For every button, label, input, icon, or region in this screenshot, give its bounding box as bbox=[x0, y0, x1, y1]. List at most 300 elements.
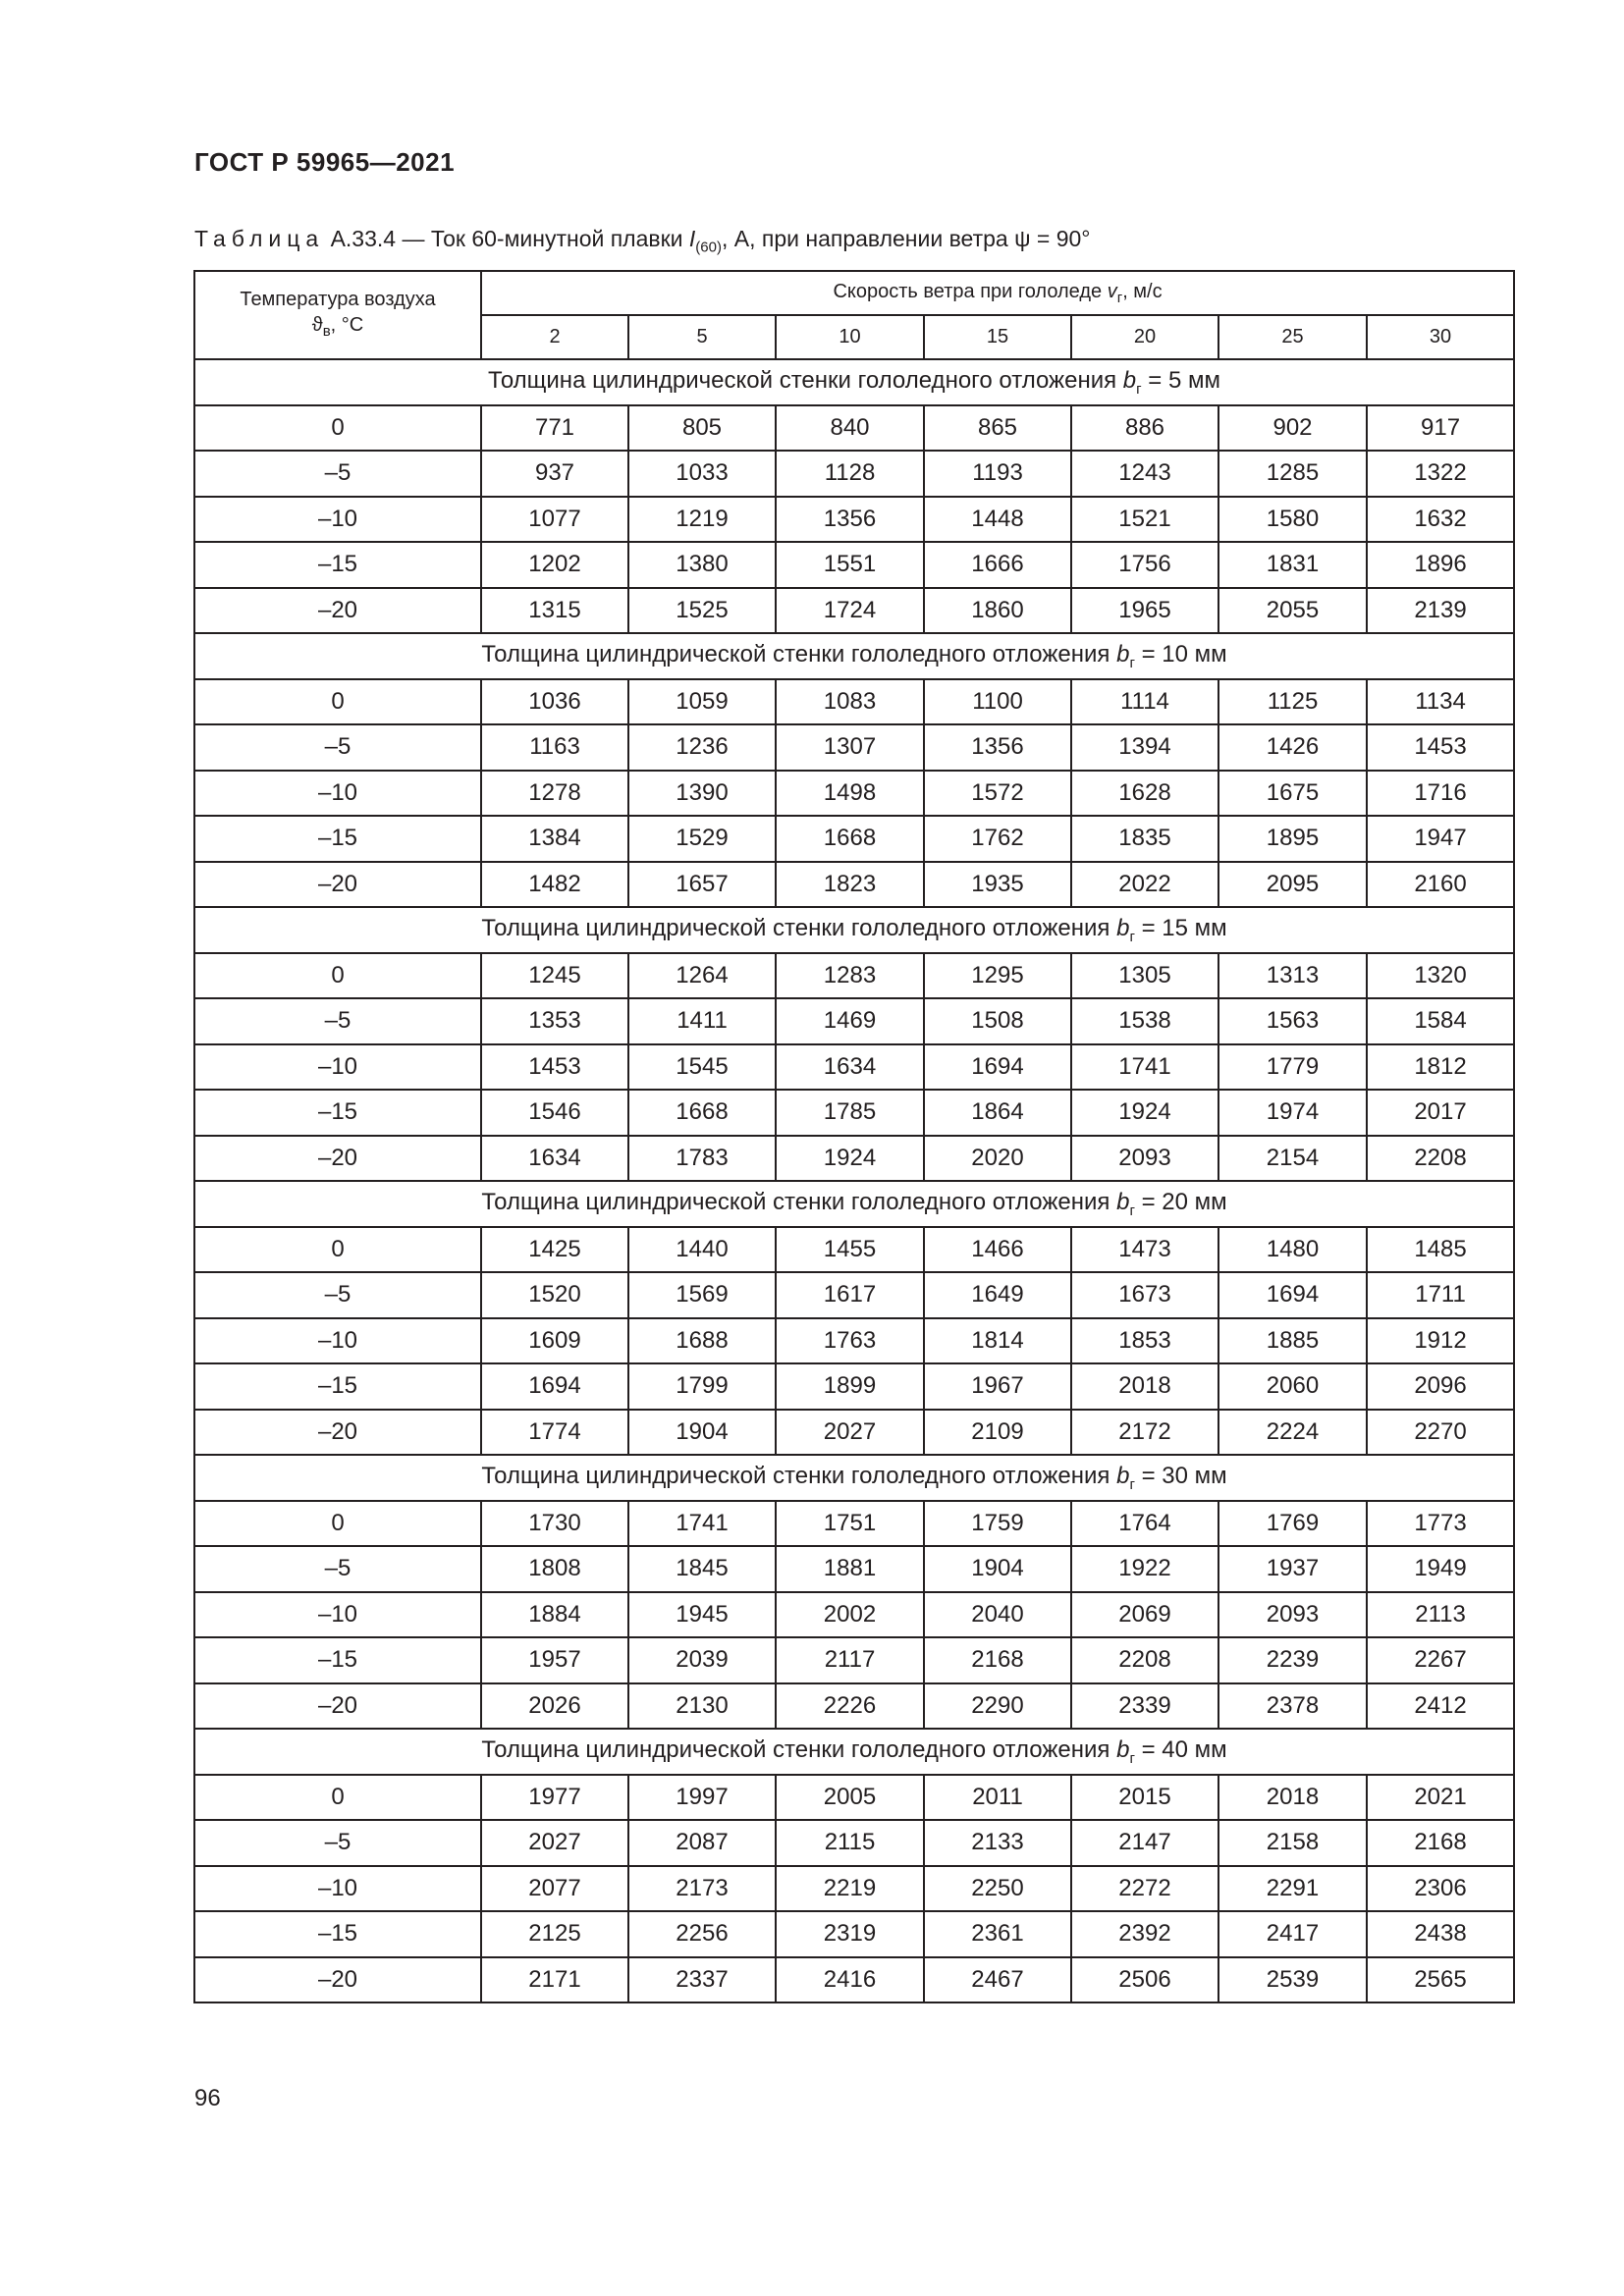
table-row bbox=[194, 1272, 1514, 1318]
table-row bbox=[194, 1136, 1514, 1182]
current-value-cell: 1904 bbox=[924, 1546, 1071, 1592]
current-value-cell: 1356 bbox=[776, 497, 924, 543]
current-value-cell: 2077 bbox=[481, 1866, 628, 1912]
current-value-cell: 1759 bbox=[924, 1501, 1071, 1547]
table-row bbox=[194, 1090, 1514, 1136]
current-value-cell: 2018 bbox=[1071, 1363, 1218, 1410]
temperature-cell: –10 bbox=[194, 771, 481, 817]
temperature-cell: –10 bbox=[194, 1318, 481, 1364]
temperature-cell: –20 bbox=[194, 1136, 481, 1182]
current-value-cell: 1741 bbox=[628, 1501, 776, 1547]
current-value-cell: 1584 bbox=[1367, 998, 1514, 1044]
section-title-suffix: = 40 мм bbox=[1134, 1735, 1227, 1763]
caption-text-b: , А, при направлении ветра ψ = 90° bbox=[721, 226, 1091, 251]
table-row bbox=[194, 724, 1514, 771]
current-value-cell: 1356 bbox=[924, 724, 1071, 771]
section-title bbox=[194, 907, 1514, 953]
wind-speed-value: 10 bbox=[776, 315, 924, 359]
current-value-cell: 1924 bbox=[776, 1136, 924, 1182]
current-value-cell: 2337 bbox=[628, 1957, 776, 2003]
current-value-cell: 1935 bbox=[924, 862, 1071, 908]
table-row bbox=[194, 1683, 1514, 1730]
current-value-cell: 1853 bbox=[1071, 1318, 1218, 1364]
current-value-cell: 2109 bbox=[924, 1410, 1071, 1456]
section-title-var-sub: г bbox=[1129, 654, 1135, 671]
current-value-cell: 1473 bbox=[1071, 1227, 1218, 1273]
current-value-cell: 1756 bbox=[1071, 542, 1218, 588]
temperature-cell: –20 bbox=[194, 588, 481, 634]
current-value-cell: 1957 bbox=[481, 1637, 628, 1683]
section-title bbox=[194, 633, 1514, 679]
current-value-cell: 1529 bbox=[628, 816, 776, 862]
current-value-cell: 1711 bbox=[1367, 1272, 1514, 1318]
temperature-cell: –5 bbox=[194, 1820, 481, 1866]
wind-speed-var: v bbox=[1107, 280, 1117, 302]
current-value-cell: 1783 bbox=[628, 1136, 776, 1182]
current-value-cell: 2018 bbox=[1218, 1775, 1367, 1821]
caption-label: Таблица bbox=[194, 226, 325, 251]
current-value-cell: 1831 bbox=[1218, 542, 1367, 588]
section-title-var: b bbox=[1122, 366, 1137, 394]
current-value-cell: 1724 bbox=[776, 588, 924, 634]
current-value-cell: 2226 bbox=[776, 1683, 924, 1730]
wind-speed-header-text: Скорость ветра при гололеде bbox=[833, 280, 1108, 302]
wind-speed-value: 15 bbox=[924, 315, 1071, 359]
current-value-cell: 2158 bbox=[1218, 1820, 1367, 1866]
current-value-cell: 2087 bbox=[628, 1820, 776, 1866]
current-value-cell: 1411 bbox=[628, 998, 776, 1044]
current-value-cell: 1668 bbox=[628, 1090, 776, 1136]
current-value-cell: 1546 bbox=[481, 1090, 628, 1136]
current-value-cell: 2416 bbox=[776, 1957, 924, 2003]
current-value-cell: 2096 bbox=[1367, 1363, 1514, 1410]
current-value-cell: 2139 bbox=[1367, 588, 1514, 634]
current-value-cell: 2208 bbox=[1367, 1136, 1514, 1182]
table-row bbox=[194, 998, 1514, 1044]
temperature-cell: –20 bbox=[194, 1957, 481, 2003]
temperature-cell: –15 bbox=[194, 1090, 481, 1136]
current-value-cell: 865 bbox=[924, 405, 1071, 452]
current-value-cell: 2392 bbox=[1071, 1911, 1218, 1957]
current-value-cell: 1243 bbox=[1071, 451, 1218, 497]
section-title-suffix: = 30 мм bbox=[1134, 1462, 1227, 1489]
section-title bbox=[194, 1729, 1514, 1775]
table-header bbox=[194, 271, 1514, 359]
temperature-cell: –15 bbox=[194, 542, 481, 588]
current-value-cell: 1322 bbox=[1367, 451, 1514, 497]
current-value-cell: 2565 bbox=[1367, 1957, 1514, 2003]
section-header-row bbox=[194, 359, 1514, 405]
temperature-symbol: ϑ bbox=[311, 313, 323, 336]
current-value-cell: 1673 bbox=[1071, 1272, 1218, 1318]
current-value-cell: 1668 bbox=[776, 816, 924, 862]
current-value-cell: 1219 bbox=[628, 497, 776, 543]
temperature-cell: 0 bbox=[194, 1501, 481, 1547]
current-value-cell: 2339 bbox=[1071, 1683, 1218, 1730]
current-value-cell: 2319 bbox=[776, 1911, 924, 1957]
current-value-cell: 2002 bbox=[776, 1592, 924, 1638]
current-value-cell: 1353 bbox=[481, 998, 628, 1044]
current-value-cell: 1617 bbox=[776, 1272, 924, 1318]
current-value-cell: 1741 bbox=[1071, 1044, 1218, 1091]
caption-text-a: А.33.4 — Ток 60-минутной плавки bbox=[330, 226, 689, 251]
current-value-cell: 2027 bbox=[776, 1410, 924, 1456]
temperature-cell: –5 bbox=[194, 998, 481, 1044]
current-value-cell: 2027 bbox=[481, 1820, 628, 1866]
temperature-cell: 0 bbox=[194, 1227, 481, 1273]
table-row bbox=[194, 1866, 1514, 1912]
temperature-cell: 0 bbox=[194, 405, 481, 452]
current-value-cell: 2125 bbox=[481, 1911, 628, 1957]
section-title bbox=[194, 359, 1514, 405]
section-title-var: b bbox=[1116, 1735, 1130, 1763]
section-header-row bbox=[194, 633, 1514, 679]
current-value-cell: 2272 bbox=[1071, 1866, 1218, 1912]
current-value-cell: 1762 bbox=[924, 816, 1071, 862]
current-value-cell: 1899 bbox=[776, 1363, 924, 1410]
current-value-cell: 1896 bbox=[1367, 542, 1514, 588]
current-value-cell: 2130 bbox=[628, 1683, 776, 1730]
temperature-unit: , °С bbox=[330, 313, 364, 336]
wind-speed-value: 25 bbox=[1218, 315, 1367, 359]
section-title-suffix: = 20 мм bbox=[1134, 1188, 1227, 1215]
current-value-cell: 2021 bbox=[1367, 1775, 1514, 1821]
current-value-cell: 1881 bbox=[776, 1546, 924, 1592]
current-value-cell: 1236 bbox=[628, 724, 776, 771]
current-value-cell: 2069 bbox=[1071, 1592, 1218, 1638]
current-value-cell: 840 bbox=[776, 405, 924, 452]
current-value-cell: 2506 bbox=[1071, 1957, 1218, 2003]
current-value-cell: 2306 bbox=[1367, 1866, 1514, 1912]
temperature-cell: 0 bbox=[194, 679, 481, 725]
current-value-cell: 1320 bbox=[1367, 953, 1514, 999]
section-title-var-sub: г bbox=[1129, 928, 1135, 945]
wind-speed-header bbox=[481, 271, 1514, 315]
current-value-cell: 1764 bbox=[1071, 1501, 1218, 1547]
current-value-cell: 1521 bbox=[1071, 497, 1218, 543]
section-title-prefix: Толщина цилиндрической стенки гололедного отложения bbox=[481, 914, 1117, 941]
current-value-cell: 2208 bbox=[1071, 1637, 1218, 1683]
current-value-cell: 1628 bbox=[1071, 771, 1218, 817]
current-value-cell: 1036 bbox=[481, 679, 628, 725]
temperature-cell: –5 bbox=[194, 451, 481, 497]
current-value-cell: 1100 bbox=[924, 679, 1071, 725]
current-value-cell: 1569 bbox=[628, 1272, 776, 1318]
current-value-cell: 1264 bbox=[628, 953, 776, 999]
current-value-cell: 1657 bbox=[628, 862, 776, 908]
current-value-cell: 1448 bbox=[924, 497, 1071, 543]
current-value-cell: 1134 bbox=[1367, 679, 1514, 725]
wind-speed-value: 30 bbox=[1367, 315, 1514, 359]
current-value-cell: 1774 bbox=[481, 1410, 628, 1456]
temperature-cell: –5 bbox=[194, 724, 481, 771]
current-value-cell: 937 bbox=[481, 451, 628, 497]
current-value-cell: 1482 bbox=[481, 862, 628, 908]
table-row bbox=[194, 1501, 1514, 1547]
current-value-cell: 1864 bbox=[924, 1090, 1071, 1136]
current-value-cell: 1924 bbox=[1071, 1090, 1218, 1136]
table-row bbox=[194, 862, 1514, 908]
section-title-suffix: = 5 мм bbox=[1141, 366, 1220, 394]
table-row bbox=[194, 1546, 1514, 1592]
section-title-var: b bbox=[1116, 640, 1130, 667]
table-row bbox=[194, 1227, 1514, 1273]
table-row bbox=[194, 542, 1514, 588]
current-value-cell: 2026 bbox=[481, 1683, 628, 1730]
table-row bbox=[194, 1775, 1514, 1821]
current-value-cell: 1128 bbox=[776, 451, 924, 497]
temperature-header bbox=[194, 271, 481, 359]
section-header-row bbox=[194, 1455, 1514, 1501]
current-value-cell: 1649 bbox=[924, 1272, 1071, 1318]
temperature-cell: –10 bbox=[194, 1592, 481, 1638]
temperature-header-line1: Температура воздуха bbox=[240, 288, 436, 310]
table-row bbox=[194, 1637, 1514, 1683]
current-value-cell: 1307 bbox=[776, 724, 924, 771]
current-value-cell: 1285 bbox=[1218, 451, 1367, 497]
wind-speed-value: 2 bbox=[481, 315, 628, 359]
current-value-cell: 1632 bbox=[1367, 497, 1514, 543]
current-value-cell: 1860 bbox=[924, 588, 1071, 634]
current-value-cell: 2168 bbox=[924, 1637, 1071, 1683]
current-value-cell: 2168 bbox=[1367, 1820, 1514, 1866]
current-value-cell: 1947 bbox=[1367, 816, 1514, 862]
current-value-cell: 1634 bbox=[776, 1044, 924, 1091]
section-title-var-sub: г bbox=[1136, 380, 1142, 398]
table-caption bbox=[194, 226, 1090, 256]
current-value-cell: 1812 bbox=[1367, 1044, 1514, 1091]
current-value-cell: 1077 bbox=[481, 497, 628, 543]
current-value-cell: 1520 bbox=[481, 1272, 628, 1318]
temperature-symbol-sub: в bbox=[322, 322, 331, 340]
current-value-cell: 1945 bbox=[628, 1592, 776, 1638]
temperature-cell: –15 bbox=[194, 1363, 481, 1410]
current-value-cell: 1469 bbox=[776, 998, 924, 1044]
current-value-cell: 1083 bbox=[776, 679, 924, 725]
current-value-cell: 1974 bbox=[1218, 1090, 1367, 1136]
current-value-cell: 2361 bbox=[924, 1911, 1071, 1957]
section-title-var: b bbox=[1116, 1462, 1130, 1489]
current-value-cell: 2412 bbox=[1367, 1683, 1514, 1730]
current-value-cell: 1163 bbox=[481, 724, 628, 771]
current-value-cell: 2219 bbox=[776, 1866, 924, 1912]
current-value-cell: 1384 bbox=[481, 816, 628, 862]
table-body bbox=[194, 359, 1514, 2002]
current-value-cell: 2224 bbox=[1218, 1410, 1367, 1456]
current-value-cell: 1426 bbox=[1218, 724, 1367, 771]
current-value-cell: 2467 bbox=[924, 1957, 1071, 2003]
table-row bbox=[194, 953, 1514, 999]
current-value-cell: 2539 bbox=[1218, 1957, 1367, 2003]
current-value-cell: 2055 bbox=[1218, 588, 1367, 634]
temperature-cell: –20 bbox=[194, 862, 481, 908]
current-value-cell: 2154 bbox=[1218, 1136, 1367, 1182]
current-value-cell: 2239 bbox=[1218, 1637, 1367, 1683]
current-value-cell: 1455 bbox=[776, 1227, 924, 1273]
current-value-cell: 2417 bbox=[1218, 1911, 1367, 1957]
current-value-cell: 1545 bbox=[628, 1044, 776, 1091]
current-value-cell: 1634 bbox=[481, 1136, 628, 1182]
current-value-cell: 1769 bbox=[1218, 1501, 1367, 1547]
current-value-cell: 2160 bbox=[1367, 862, 1514, 908]
current-value-cell: 2172 bbox=[1071, 1410, 1218, 1456]
current-value-cell: 2270 bbox=[1367, 1410, 1514, 1456]
current-value-cell: 2291 bbox=[1218, 1866, 1367, 1912]
current-value-cell: 1125 bbox=[1218, 679, 1367, 725]
wind-speed-value: 5 bbox=[628, 315, 776, 359]
temperature-cell: –15 bbox=[194, 1637, 481, 1683]
table-row bbox=[194, 405, 1514, 452]
current-value-cell: 1694 bbox=[924, 1044, 1071, 1091]
current-value-cell: 1059 bbox=[628, 679, 776, 725]
table-row bbox=[194, 1957, 1514, 2003]
current-value-cell: 886 bbox=[1071, 405, 1218, 452]
current-value-cell: 2113 bbox=[1367, 1592, 1514, 1638]
document-id: ГОСТ Р 59965—2021 bbox=[194, 147, 456, 177]
current-value-cell: 1551 bbox=[776, 542, 924, 588]
temperature-cell: –10 bbox=[194, 497, 481, 543]
current-value-cell: 1380 bbox=[628, 542, 776, 588]
current-value-cell: 1390 bbox=[628, 771, 776, 817]
current-value-cell: 2015 bbox=[1071, 1775, 1218, 1821]
current-value-cell: 1114 bbox=[1071, 679, 1218, 725]
current-value-cell: 1305 bbox=[1071, 953, 1218, 999]
current-value-cell: 2378 bbox=[1218, 1683, 1367, 1730]
temperature-cell: –5 bbox=[194, 1546, 481, 1592]
current-value-cell: 2093 bbox=[1071, 1136, 1218, 1182]
current-value-cell: 1688 bbox=[628, 1318, 776, 1364]
section-title bbox=[194, 1181, 1514, 1227]
caption-var: I bbox=[688, 226, 696, 251]
current-value-cell: 1525 bbox=[628, 588, 776, 634]
current-value-cell: 1965 bbox=[1071, 588, 1218, 634]
current-value-cell: 2022 bbox=[1071, 862, 1218, 908]
current-value-cell: 1814 bbox=[924, 1318, 1071, 1364]
current-value-cell: 2039 bbox=[628, 1637, 776, 1683]
current-value-cell: 1912 bbox=[1367, 1318, 1514, 1364]
current-value-cell: 2438 bbox=[1367, 1911, 1514, 1957]
current-value-cell: 1967 bbox=[924, 1363, 1071, 1410]
current-value-cell: 771 bbox=[481, 405, 628, 452]
section-title-var: b bbox=[1116, 1188, 1130, 1215]
temperature-cell: –10 bbox=[194, 1866, 481, 1912]
temperature-cell: 0 bbox=[194, 953, 481, 999]
section-title bbox=[194, 1455, 1514, 1501]
current-value-cell: 1694 bbox=[1218, 1272, 1367, 1318]
caption-var-sub: (60) bbox=[695, 239, 722, 256]
current-value-cell: 2117 bbox=[776, 1637, 924, 1683]
current-value-cell: 1283 bbox=[776, 953, 924, 999]
current-value-cell: 1884 bbox=[481, 1592, 628, 1638]
current-value-cell: 1425 bbox=[481, 1227, 628, 1273]
current-value-cell: 1498 bbox=[776, 771, 924, 817]
current-value-cell: 2011 bbox=[924, 1775, 1071, 1821]
data-table bbox=[193, 270, 1515, 2003]
table-row bbox=[194, 1363, 1514, 1410]
temperature-cell: –20 bbox=[194, 1410, 481, 1456]
current-value-cell: 2020 bbox=[924, 1136, 1071, 1182]
current-value-cell: 1666 bbox=[924, 542, 1071, 588]
table-row bbox=[194, 1820, 1514, 1866]
section-title-var: b bbox=[1116, 914, 1130, 941]
section-title-var-sub: г bbox=[1129, 1475, 1135, 1493]
section-title-suffix: = 15 мм bbox=[1134, 914, 1227, 941]
current-value-cell: 1977 bbox=[481, 1775, 628, 1821]
current-value-cell: 1937 bbox=[1218, 1546, 1367, 1592]
section-title-var-sub: г bbox=[1129, 1201, 1135, 1219]
current-value-cell: 1580 bbox=[1218, 497, 1367, 543]
current-value-cell: 2256 bbox=[628, 1911, 776, 1957]
current-value-cell: 1785 bbox=[776, 1090, 924, 1136]
table-row bbox=[194, 1592, 1514, 1638]
current-value-cell: 2147 bbox=[1071, 1820, 1218, 1866]
table-row bbox=[194, 1318, 1514, 1364]
current-value-cell: 1997 bbox=[628, 1775, 776, 1821]
current-value-cell: 1033 bbox=[628, 451, 776, 497]
current-value-cell: 2093 bbox=[1218, 1592, 1367, 1638]
current-value-cell: 1453 bbox=[481, 1044, 628, 1091]
current-value-cell: 1313 bbox=[1218, 953, 1367, 999]
current-value-cell: 1508 bbox=[924, 998, 1071, 1044]
current-value-cell: 1480 bbox=[1218, 1227, 1367, 1273]
current-value-cell: 1716 bbox=[1367, 771, 1514, 817]
current-value-cell: 1763 bbox=[776, 1318, 924, 1364]
section-title-prefix: Толщина цилиндрической стенки гололедного отложения bbox=[488, 366, 1123, 394]
current-value-cell: 1823 bbox=[776, 862, 924, 908]
section-title-prefix: Толщина цилиндрической стенки гололедного отложения bbox=[481, 1462, 1117, 1489]
section-title-prefix: Толщина цилиндрической стенки гололедного отложения bbox=[481, 640, 1117, 667]
section-title-suffix: = 10 мм bbox=[1134, 640, 1227, 667]
current-value-cell: 1245 bbox=[481, 953, 628, 999]
current-value-cell: 2060 bbox=[1218, 1363, 1367, 1410]
temperature-cell: 0 bbox=[194, 1775, 481, 1821]
current-value-cell: 1949 bbox=[1367, 1546, 1514, 1592]
current-value-cell: 1922 bbox=[1071, 1546, 1218, 1592]
wind-speed-value: 20 bbox=[1071, 315, 1218, 359]
current-value-cell: 1835 bbox=[1071, 816, 1218, 862]
current-value-cell: 1193 bbox=[924, 451, 1071, 497]
current-value-cell: 2115 bbox=[776, 1820, 924, 1866]
current-value-cell: 2005 bbox=[776, 1775, 924, 1821]
current-value-cell: 2040 bbox=[924, 1592, 1071, 1638]
current-value-cell: 1730 bbox=[481, 1501, 628, 1547]
current-value-cell: 1466 bbox=[924, 1227, 1071, 1273]
current-value-cell: 1278 bbox=[481, 771, 628, 817]
table-row bbox=[194, 816, 1514, 862]
current-value-cell: 1885 bbox=[1218, 1318, 1367, 1364]
current-value-cell: 2017 bbox=[1367, 1090, 1514, 1136]
section-header-row bbox=[194, 907, 1514, 953]
current-value-cell: 1779 bbox=[1218, 1044, 1367, 1091]
table-row bbox=[194, 588, 1514, 634]
section-header-row bbox=[194, 1181, 1514, 1227]
current-value-cell: 2173 bbox=[628, 1866, 776, 1912]
table-row bbox=[194, 1410, 1514, 1456]
current-value-cell: 1675 bbox=[1218, 771, 1367, 817]
current-value-cell: 1453 bbox=[1367, 724, 1514, 771]
current-value-cell: 1202 bbox=[481, 542, 628, 588]
current-value-cell: 1538 bbox=[1071, 998, 1218, 1044]
current-value-cell: 1295 bbox=[924, 953, 1071, 999]
temperature-cell: –15 bbox=[194, 816, 481, 862]
temperature-cell: –10 bbox=[194, 1044, 481, 1091]
current-value-cell: 917 bbox=[1367, 405, 1514, 452]
current-value-cell: 805 bbox=[628, 405, 776, 452]
current-value-cell: 1485 bbox=[1367, 1227, 1514, 1273]
table-row bbox=[194, 771, 1514, 817]
current-value-cell: 1572 bbox=[924, 771, 1071, 817]
table-row bbox=[194, 451, 1514, 497]
